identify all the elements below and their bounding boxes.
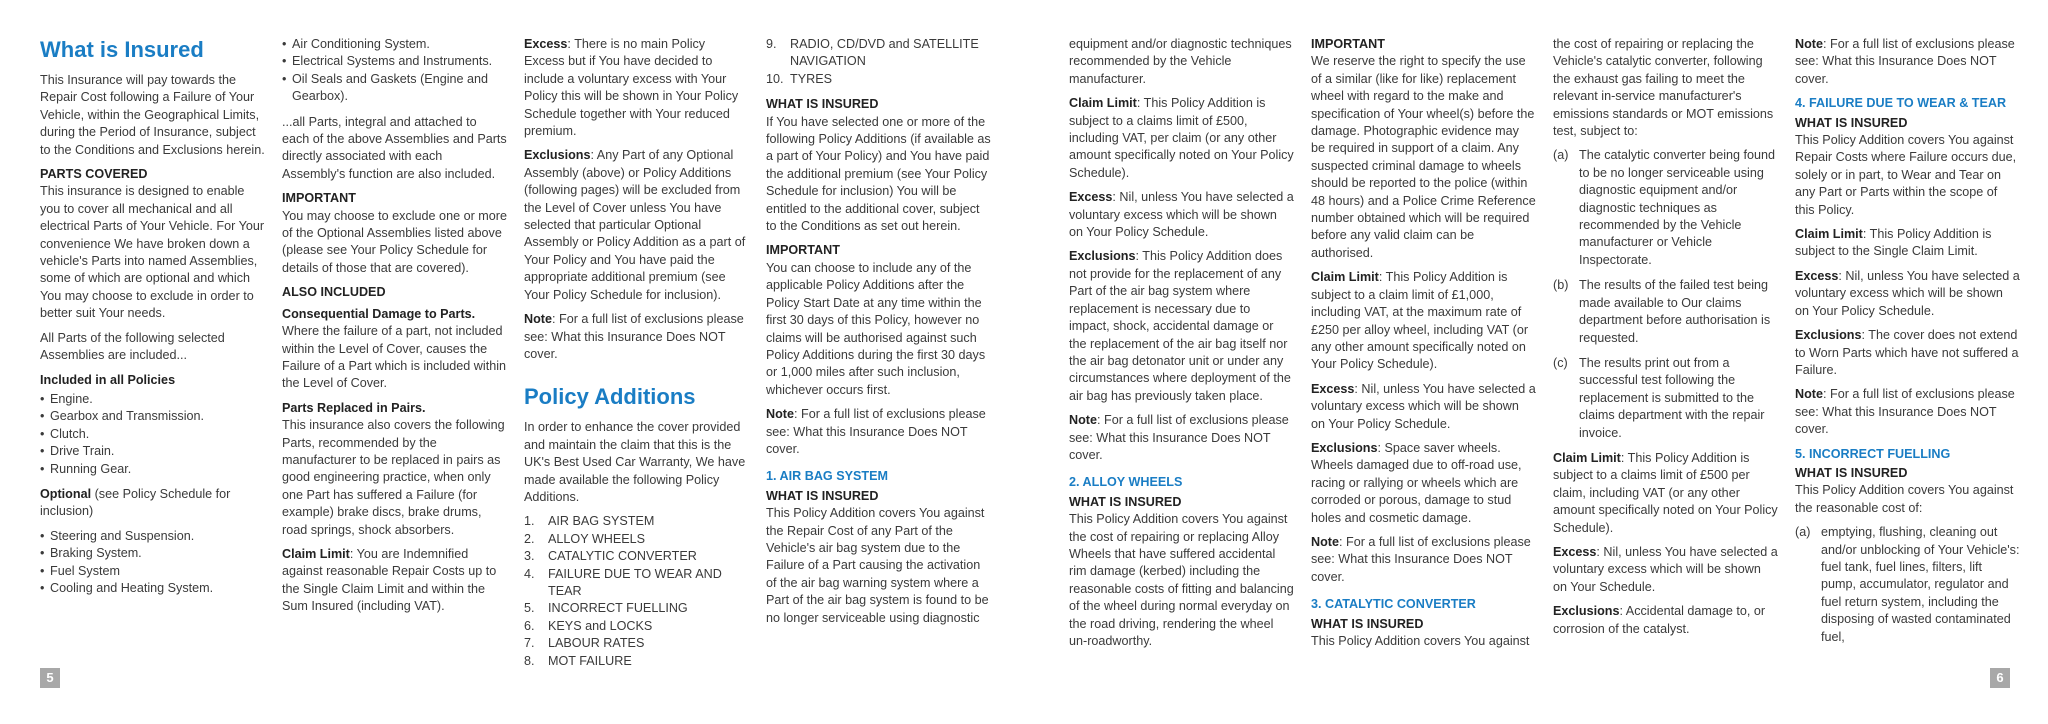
claim-limit-paragraph (1069, 95, 1294, 182)
claim-limit-label: Claim Limit (1795, 227, 1863, 242)
list-item: 2. ALLOY WHEELS (524, 531, 646, 546)
exclusions-paragraph (1069, 248, 1294, 405)
catalytic-converter-text-cont: the cost of repairing or replacing the Vehicle's catalytic converter, following the exhaust gas failing to meet the relevant in-service manufacturer's emissions standards or MOT emissions test, subject to: (1553, 37, 1774, 139)
list-item: (c) The results print out from a successful test following the replacement is submitted to the claims department with the repair invoice. (1553, 355, 1765, 440)
list-item: • Steering and Suspension. (40, 528, 265, 545)
claim-limit-paragraph (1553, 450, 1778, 537)
all-parts-text: ...all Parts, integral and attached to each of the above Assemblies and Parts directly associated with each Assembly's function are also included. (282, 114, 507, 181)
optional-list-cont (282, 36, 507, 106)
exclusions-paragraph (1795, 327, 2020, 379)
note-paragraph (1795, 36, 2020, 88)
claim-limit-label: Claim Limit (282, 546, 350, 561)
column-1 (40, 36, 265, 605)
optional-paragraph (40, 486, 265, 521)
note-text: : For a full list of exclusions please see: What this Insurance Does NOT cover. (1795, 37, 2015, 86)
list-item: • Oil Seals and Gaskets (Engine and Gearbox). (282, 71, 507, 106)
conditions-list (1553, 147, 1778, 442)
excess-text: : Nil, unless You have selected a voluntary excess which will be shown on Your Policy Schedule. (1069, 190, 1294, 240)
list-item: 8. MOT FAILURE (524, 653, 632, 668)
list-item: 7. LABOUR RATES (524, 636, 645, 651)
page-number-right: 6 (1990, 668, 2010, 688)
incorrect-fuelling-text: This Policy Addition covers You against the reasonable cost of: (1795, 483, 2014, 515)
list-item: (b) The results of the failed test being made available to Our claims department before authorisation is requested. (1553, 278, 1771, 345)
wear-and-tear-text: This Policy Addition covers You against Repair Costs where Failure occurs due, solely or in part, to Wear and Tear on any Part or Parts within the scope of this Policy. (1795, 133, 2017, 217)
note-text: : For a full list of exclusions please see: What this Insurance Does NOT cover. (1795, 387, 2015, 437)
note-text: : For a full list of exclusions please see: What this Insurance Does NOT cover. (766, 407, 986, 456)
excess-label: Excess (524, 37, 568, 51)
excess-label: Excess (1795, 268, 1839, 283)
policy-additions-list-cont (766, 36, 991, 88)
list-item: • Fuel System (40, 563, 265, 580)
exclusions-paragraph (524, 147, 749, 304)
claim-limit-paragraph (1311, 269, 1536, 373)
catalytic-converter-text: This Policy Addition covers You against (1311, 634, 1530, 648)
what-is-insured-title: WHAT IS INSURED (766, 488, 879, 503)
wear-and-tear-heading: 4. FAILURE DUE TO WEAR & TEAR (1795, 96, 2007, 111)
column-8 (1795, 36, 2020, 654)
alloy-wheels-text: This Policy Addition covers You against the cost of repairing or replacing Alloy Wheels that have suffered accidental rim damage (kerbed) including the reasonable costs of fitting and balancing of the wheel during normal everyday on the road driving, rendering the wheel un-roadworthy. (1069, 512, 1294, 648)
catalytic-converter-heading: 3. CATALYTIC CONVERTER (1311, 597, 1476, 612)
exclusions-label: Exclusions (1795, 328, 1862, 343)
consequential-title: Consequential Damage to Parts. (282, 306, 476, 321)
policy-additions-intro: In order to enhance the cover provided and maintain the claim that this is the UK's Best Used Car Warranty, We have made available the following Policy Additions. (524, 420, 746, 504)
alloy-wheels-heading: 2. ALLOY WHEELS (1069, 475, 1183, 490)
note-paragraph (766, 406, 991, 458)
air-bag-system-heading: 1. AIR BAG SYSTEM (766, 469, 888, 484)
air-bag-text: This Policy Addition covers You against the Repair Cost of any Part of the Vehicle's air bag system due to the Failure of a Part causing the activation of the air bag warning system where a Part of the air bag system is found to be no longer serviceable using diagnostic (766, 506, 989, 625)
exclusions-text: : Space saver wheels. Wheels damaged due to off-road use, racing or rallying or wheels which are corroded or porous, damage to stud holes and cosmetic damage. (1311, 440, 1522, 525)
exclusions-label: Exclusions (524, 148, 591, 163)
list-item: 9. RADIO, CD/DVD and SATELLITE NAVIGATION (766, 37, 979, 69)
note-label: Note (766, 407, 794, 422)
included-list (40, 391, 265, 478)
claim-limit-text: : This Policy Addition is subject to the Single Claim Limit. (1795, 227, 1992, 259)
note-label: Note (1795, 37, 1823, 51)
claim-limit-text: : You are Indemnified against reasonable Repair Costs up to the Single Claim Limit and within the Sum Insured (including VAT). (282, 546, 497, 614)
list-item: • Gearbox and Transmission. (40, 408, 265, 425)
pairs-text: This insurance also covers the following Parts, recommended by the manufacturer to be replaced in pairs as good engineering practice, when only one Part has suffered a Failure (for example) brake discs, brake drums, road springs, shock absorbers. (282, 418, 505, 537)
list-item: • Clutch. (40, 426, 265, 443)
claim-limit-paragraph (1795, 226, 2020, 261)
important-title: IMPORTANT (766, 243, 840, 258)
note-paragraph (1069, 412, 1294, 464)
excess-label: Excess (1311, 381, 1355, 396)
section-heading-policy-additions: Policy Additions (524, 384, 696, 410)
important-title: IMPORTANT (1311, 37, 1385, 51)
excess-paragraph (1795, 268, 2020, 320)
optional-text: (see Policy Schedule for inclusion) (40, 486, 231, 519)
note-paragraph (1311, 534, 1536, 586)
list-item: • Running Gear. (40, 461, 265, 478)
assemblies-text: All Parts of the following selected Assemblies are included... (40, 330, 225, 363)
what-is-insured-text: If You have selected one or more of the following Policy Additions (if available as a part of Your Policy) and You have paid the additional premium (see Your Policy Schedule for inclusion) You will be entitled to the additional cover, subject to the Conditions as set out herein. (766, 114, 991, 234)
excess-paragraph (524, 36, 749, 140)
claim-limit-text: : This Policy Addition is subject to a claim limit of £1,000, including VAT, at the maximum rate of £250 per alloy wheel, including VAT (or any other amount specifically noted on Your Policy Schedule). (1311, 270, 1529, 372)
excess-paragraph (1311, 381, 1536, 433)
note-paragraph (1795, 386, 2020, 438)
column-2 (282, 36, 507, 623)
excess-text: : Nil, unless You have selected a voluntary excess which will be shown on Your Policy Schedule. (1311, 381, 1536, 431)
note-label: Note (1795, 387, 1823, 402)
policy-additions-list (524, 513, 749, 670)
note-paragraph (524, 311, 749, 363)
list-item: • Braking System. (40, 545, 265, 562)
claim-limit-label: Claim Limit (1069, 96, 1137, 111)
exclusions-label: Exclusions (1553, 604, 1620, 619)
excess-paragraph (1069, 189, 1294, 241)
note-text: : For a full list of exclusions please see: What this Insurance Does NOT cover. (524, 312, 744, 361)
optional-label: Optional (40, 486, 92, 501)
list-item: (a) emptying, flushing, cleaning out and/or unblocking of Your Vehicle's: fuel tank, fuel lines, filters, lift pump, accumulator, regulator and fuel return system, including the disposing of wasted contaminated fuel, (1795, 525, 2020, 644)
column-5 (1069, 36, 1294, 657)
exclusions-text: : Accidental damage to, or corrosion of the catalyst. (1553, 604, 1766, 636)
list-item: • Air Conditioning System. (282, 36, 507, 53)
excess-paragraph (1553, 544, 1778, 596)
parts-covered-title: PARTS COVERED (40, 167, 148, 182)
exclusions-text: : Any Part of any Optional Assembly (above) or Policy Additions (following pages) will be excluded from the Level of Cover unless You have selected that particular Optional Assembly or Policy Addition as a part of Your Policy and You have paid the appropriate additional premium (see Your Policy Schedule for inclusion). (524, 148, 746, 302)
what-is-insured-title: WHAT IS INSURED (1069, 494, 1182, 509)
note-label: Note (1069, 413, 1097, 428)
list-item: 5. INCORRECT FUELLING (524, 601, 688, 616)
note-text: : For a full list of exclusions please see: What this Insurance Does NOT cover. (1069, 413, 1289, 462)
list-item: 3. CATALYTIC CONVERTER (524, 549, 697, 564)
note-label: Note (524, 312, 552, 327)
important-title: IMPORTANT (282, 191, 356, 206)
excess-label: Excess (1553, 544, 1597, 559)
list-item: 6. KEYS and LOCKS (524, 618, 653, 633)
claim-limit-label: Claim Limit (1553, 450, 1621, 465)
exclusions-text: : This Policy Addition does not provide for the replacement of any Part of the air bag system where replacement is necessary due to impact, shock, accidental damage or the replacement of the air bag itself nor the air bag detonator unit or under any circumstances where deployment of the air bag has previously taken place. (1069, 249, 1291, 403)
what-is-insured-title: WHAT IS INSURED (766, 97, 879, 112)
excess-text: : Nil, unless You have selected a voluntary excess which will be shown on Your Policy Schedule. (1795, 268, 2020, 318)
claim-limit-paragraph (282, 546, 507, 616)
exclusions-label: Exclusions (1069, 249, 1136, 264)
claim-limit-text: : This Policy Addition is subject to a claims limit of £500, including VAT, per claim (or any other amount specifically noted on Your Policy Schedule). (1069, 96, 1294, 180)
air-bag-text-cont: equipment and/or diagnostic techniques recommended by the Vehicle manufacturer. (1069, 37, 1292, 86)
column-6 (1311, 36, 1536, 657)
list-item: • Engine. (40, 391, 265, 408)
claim-limit-text: : This Policy Addition is subject to a claims limit of £500 per claim, including VAT (or any other amount specifically noted on Your Policy Schedule). (1553, 450, 1778, 535)
incorrect-fuelling-heading: 5. INCORRECT FUELLING (1795, 446, 1951, 461)
included-title: Included in all Policies (40, 372, 176, 387)
important-text: We reserve the right to specify the use of a similar (like for like) replacement wheel with regard to the make and specification of Your wheel(s) before the damage. Photographic evidence may be required in support of a claim. Any suspected criminal damage to wheels should be reported to the police (within 48 hours) and a Police Crime Reference number obtained which will be required before any valid claim can be authorised. (1311, 54, 1536, 260)
excess-label: Excess (1069, 190, 1113, 205)
exclusions-paragraph (1311, 440, 1536, 527)
list-item: • Cooling and Heating System. (40, 580, 265, 597)
parts-covered-text: This insurance is designed to enable you to cover all mechanical and all electrical Parts of Your Vehicle. For Your convenience We have broken down a vehicle's Parts into named Assemblies, some of which are optional and which You may choose to exclude in order to better suit Your needs. (40, 184, 265, 321)
what-is-insured-title: WHAT IS INSURED (1311, 616, 1424, 631)
intro-paragraph: This Insurance will pay towards the Repair Cost following a Failure of Your Vehicle, within the Geographical Limits, during the Period of Insurance, subject to the Conditions and Exclusions herein. (40, 73, 265, 157)
list-item: 4. FAILURE DUE TO WEAR AND TEAR (524, 566, 722, 598)
what-is-insured-title: WHAT IS INSURED (1795, 115, 1908, 130)
list-item: • Drive Train. (40, 443, 265, 460)
exclusions-text: : The cover does not extend to Worn Parts which have not suffered a Failure. (1795, 328, 2019, 377)
column-3 (524, 36, 749, 678)
list-item: 10. TYRES (766, 71, 832, 86)
note-label: Note (1311, 534, 1339, 549)
pairs-title: Parts Replaced in Pairs. (282, 400, 426, 415)
column-4 (766, 36, 991, 634)
column-7 (1553, 36, 1778, 645)
note-text: : For a full list of exclusions please see: What this Insurance Does NOT cover. (1311, 534, 1531, 584)
section-heading-what-is-insured: What is Insured (40, 37, 204, 62)
what-is-insured-title: WHAT IS INSURED (1795, 465, 1908, 480)
important-text: You can choose to include any of the applicable Policy Additions after the Policy Start Date at any time within the first 30 days of this Policy, however no claims will be authorised against such Policy Additions during the first 30 days or 1,000 miles after such inclusion, whichever occurs first. (766, 260, 986, 397)
also-included-title: ALSO INCLUDED (282, 285, 386, 300)
optional-list (40, 528, 265, 598)
consequential-text: Where the failure of a part, not included within the Level of Cover, causes the Failure of a Part which is included within the Level of Cover. (282, 324, 506, 391)
list-item: • Electrical Systems and Instruments. (282, 53, 507, 70)
list-item: 1. AIR BAG SYSTEM (524, 514, 655, 529)
fuelling-list (1795, 524, 2020, 646)
exclusions-label: Exclusions (1311, 440, 1378, 455)
exclusions-paragraph (1553, 603, 1778, 638)
list-item: (a) The catalytic converter being found to be no longer serviceable using diagnostic equipment and/or diagnostic techniques as recommended by the Vehicle manufacturer or Vehicle Inspectorate. (1553, 148, 1776, 267)
claim-limit-label: Claim Limit (1311, 270, 1379, 285)
excess-text: : There is no main Policy Excess but if You have decided to include a voluntary excess with Your Policy this will be shown in Your Policy Schedule together with Your reduced premium. (524, 37, 739, 139)
important-text: You may choose to exclude one or more of the Optional Assemblies listed above (please see Your Policy Schedule for details of those that are covered). (282, 208, 507, 275)
page-number-left: 5 (40, 668, 60, 688)
excess-text: : Nil, unless You have selected a voluntary excess which will be shown on Your Schedule. (1553, 544, 1778, 594)
